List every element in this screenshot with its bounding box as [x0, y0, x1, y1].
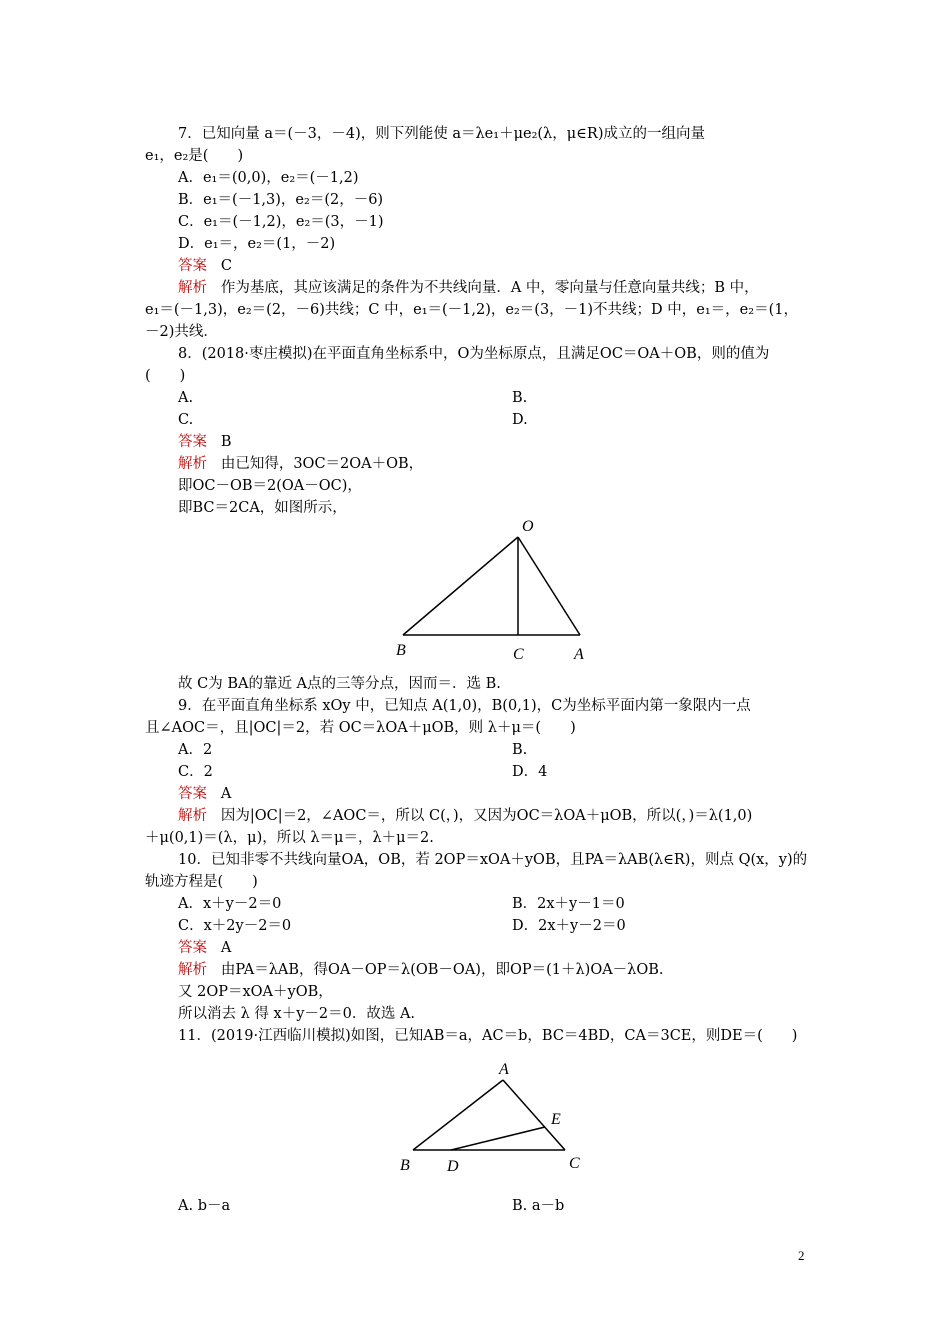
q7-analysis-line2: e₁＝(－1,3)，e₂＝(2，－6)共线；C 中，e₁＝(－1,2)，e₂＝(3，－1)不共线；D 中，e₁＝，e₂＝(1， — [145, 302, 798, 318]
answer-label: 答案 — [178, 434, 207, 450]
q7-analysis — [178, 278, 759, 298]
q7-option-d: D．e₁＝，e₂＝(1，－2) — [178, 236, 336, 252]
q7-stem-cont: e₁，e₂是( ) — [145, 148, 244, 164]
q9-stem-cont: 且∠AOC＝，且|OC|＝2，若 OC＝λOA＋μOB，则 λ＋μ＝( ) — [145, 720, 576, 736]
answer-label: 答案 — [178, 786, 207, 802]
analysis-label: 解析 — [178, 962, 207, 978]
q7-option-b: B．e₁＝(－1,3)，e₂＝(2，－6) — [178, 192, 384, 208]
analysis-label: 解析 — [178, 456, 207, 472]
q10-stem-cont: 轨迹方程是( ) — [145, 874, 258, 890]
analysis-text: 由PA＝λAB，得OA－OP＝λ(OB－OA)，即OP＝(1＋λ)OA－λOB. — [220, 962, 664, 978]
label-a: A — [574, 646, 584, 663]
q9-analysis — [178, 806, 752, 826]
q8-stem: 8．(2018·枣庄模拟)在平面直角坐标系中，O为坐标原点，且满足OC＝OA＋OB，则的值为 — [178, 346, 770, 362]
segment-ob — [403, 537, 518, 635]
segment-oa — [518, 537, 580, 635]
segment-de — [451, 1127, 545, 1150]
q8-option-b: B. — [512, 390, 528, 406]
q7-answer — [178, 256, 232, 276]
q10-option-c: C．x＋2y－2＝0 — [178, 918, 292, 934]
q8-option-a: A. — [178, 390, 194, 406]
q8-stem-cont: ( ) — [145, 368, 186, 384]
page-number: 2 — [798, 1248, 805, 1263]
q9-option-d: D．4 — [512, 764, 548, 780]
answer-value: A — [220, 940, 232, 956]
label-e: E — [551, 1111, 561, 1128]
q9-option-b: B. — [512, 742, 528, 758]
label-c: C — [569, 1155, 580, 1172]
q10-option-d: D．2x＋y－2＝0 — [512, 918, 626, 934]
q11-option-b: B. a－b — [512, 1198, 565, 1214]
q7-stem: 7．已知向量 a＝(－3，－4)，则下列能使 a＝λe₁＋μe₂(λ，μ∈R)成立的一组向量 — [178, 126, 705, 142]
q9-stem: 9．在平面直角坐标系 xOy 中，已知点 A(1,0)，B(0,1)，C为坐标平面内第一象限内一点 — [178, 698, 751, 714]
analysis-text: 因为|OC|＝2，∠AOC＝，所以 C(，)，又因为OC＝λOA＋μOB，所以(，)＝λ(1,0) — [220, 808, 753, 824]
q10-option-b: B．2x＋y－1＝0 — [512, 896, 625, 912]
q8-analysis — [178, 454, 423, 474]
q9-option-c: C．2 — [178, 764, 213, 780]
q9-analysis-line2: ＋μ(0,1)＝(λ，μ)，所以 λ＝μ＝，λ＋μ＝2. — [145, 830, 434, 846]
answer-value: A — [220, 786, 232, 802]
q10-answer — [178, 938, 231, 958]
segment-ab — [413, 1080, 503, 1150]
q9-answer — [178, 784, 231, 804]
analysis-label: 解析 — [178, 808, 207, 824]
analysis-text: 由已知得，3OC＝2OA＋OB， — [220, 456, 424, 472]
label-d: D — [447, 1158, 459, 1175]
q7-option-c: C．e₁＝(－1,2)，e₂＝(3，－1) — [178, 214, 384, 230]
q7-analysis-line3: －2)共线． — [145, 324, 218, 340]
label-b: B — [396, 642, 406, 659]
label-o: O — [522, 518, 534, 535]
answer-label: 答案 — [178, 258, 207, 274]
q11-option-a: A. b－a — [178, 1198, 231, 1214]
q10-analysis-line3: 所以消去 λ 得 x＋y－2＝0．故选 A. — [178, 1006, 416, 1022]
q10-analysis — [178, 960, 664, 980]
q10-stem: 10．已知非零不共线向量OA，OB，若 2OP＝xOA＋yOB，且PA＝λAB(λ∈R)，则点 Q(x，y)的 — [178, 852, 808, 868]
label-c: C — [513, 646, 524, 663]
q8-analysis-line3: 即BC＝2CA，如图所示， — [178, 500, 347, 516]
q8-answer — [178, 432, 231, 452]
q8-conclusion: 故 C为 BA的靠近 A点的三等分点，因而＝．选 B. — [178, 676, 501, 692]
q10-option-a: A．x＋y－2＝0 — [178, 896, 282, 912]
q8-option-d: D. — [512, 412, 528, 428]
answer-label: 答案 — [178, 940, 207, 956]
answer-value: C — [220, 258, 232, 274]
answer-value: B — [220, 434, 232, 450]
triangle-figure-q8 — [388, 515, 598, 665]
triangle-figure-q11 — [383, 1050, 601, 1190]
label-b: B — [400, 1157, 410, 1174]
q9-option-a: A．2 — [178, 742, 213, 758]
q8-option-c: C. — [178, 412, 194, 428]
label-a: A — [499, 1061, 509, 1078]
q10-analysis-line2: 又 2OP＝xOA＋yOB， — [178, 984, 333, 1000]
analysis-text: 作为基底，其应该满足的条件为不共线向量．A 中，零向量与任意向量共线；B 中， — [220, 280, 759, 296]
q7-option-a: A．e₁＝(0,0)，e₂＝(－1,2) — [178, 170, 359, 186]
q11-stem: 11．(2019·江西临川模拟)如图，已知AB＝a，AC＝b，BC＝4BD，CA＝3CE，则DE＝( ) — [178, 1028, 798, 1044]
analysis-label: 解析 — [178, 280, 207, 296]
q8-analysis-line2: 即OC－OB＝2(OA－OC)， — [178, 478, 362, 494]
